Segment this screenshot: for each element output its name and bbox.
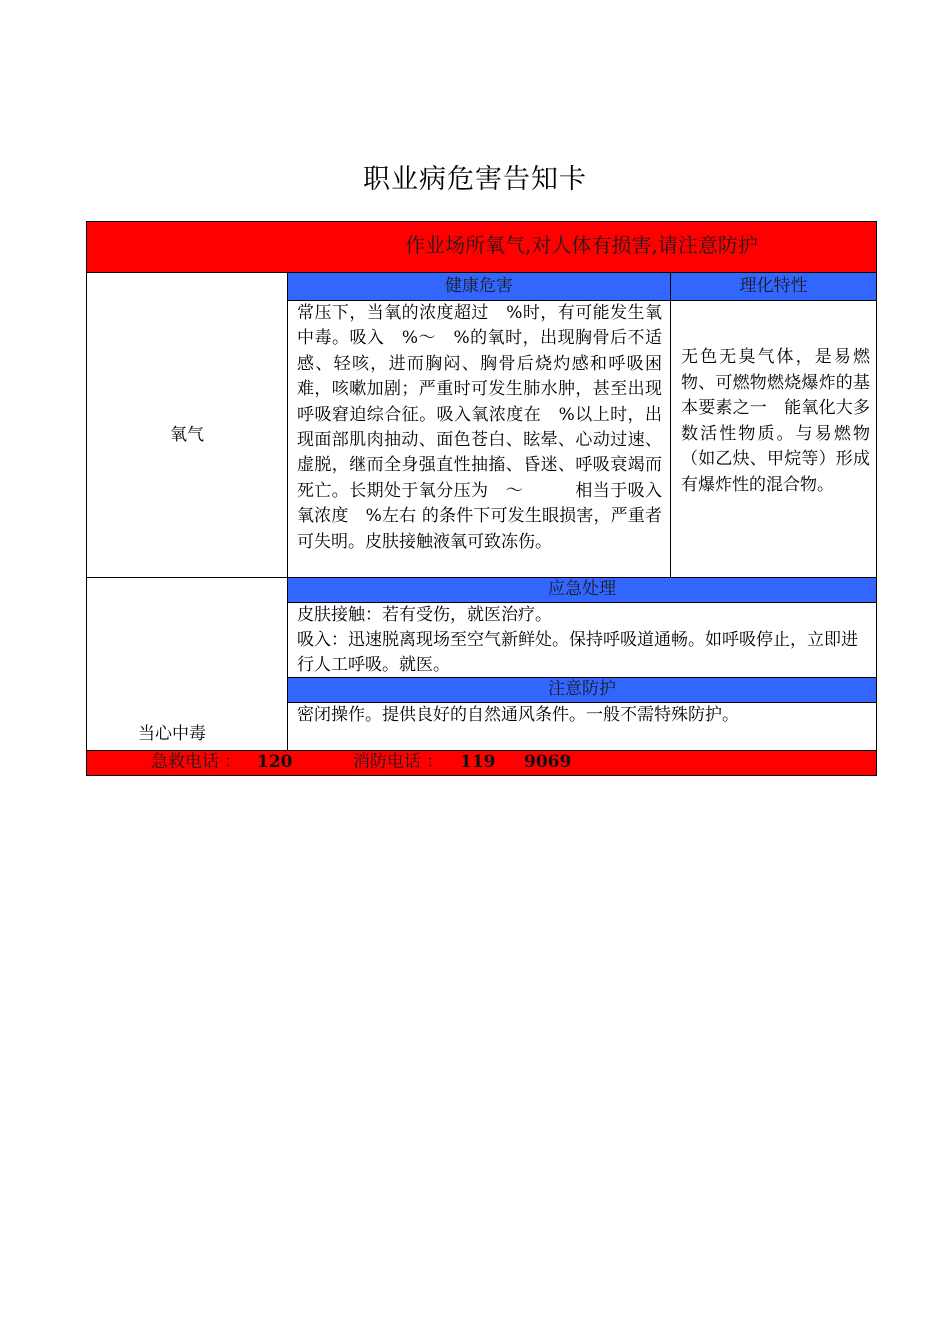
fire-label: 消防电话 ： [353,752,444,772]
substance-cell [87,273,288,578]
page-title: 职业病危害告知卡 [363,164,587,195]
first-aid-number: 120 [257,752,293,772]
health-hazard-header: 健康危害 [288,273,671,301]
emergency-header: 应急处理 [288,577,876,603]
banner-text: 作业场所氧气,对人体有损害,请注意防护 [405,233,758,257]
protection-text [288,703,876,750]
physchem-text: 无色无臭气体，是易燃物、可燃物燃烧爆炸的基本要素之一 能氧化大多数活性物质。与易燃物（如乙炔、甲烷等）形成有爆炸性的混合物。 [681,347,870,495]
physchem-header: 理化特性 [671,273,876,301]
protection-body: 密闭操作。提供良好的自然通风条件。一般不需特殊防护。 [297,705,739,725]
fire-number: 119 [460,752,496,772]
first-aid-label: 急救电话 ： [151,752,242,772]
emergency-inhalation: 吸入：迅速脱离现场至空气新鲜处。保持呼吸道通畅。如呼吸停止，立即进行人工呼吸。就医。 [297,630,858,675]
hazard-card [86,221,877,776]
warning-label: 当心中毒 [138,724,206,744]
emergency-skin: 皮肤接触：若有受伤，就医治疗。 [297,605,552,625]
health-hazard-text: 常压下，当氧的浓度超过 %时，有可能发生氧中毒。吸入 %～ %的氧时，出现胸骨后不适感、轻咳，进而胸闷、胸骨后烧灼感和呼吸困难，咳嗽加剧；严重时可发生肺水肿，甚至出现呼吸窘迫综合征。吸入氧浓度在 %以上时，出现面部肌肉抽动、面色苍白、眩晕、心动过速、虚脱，继而全身强直性抽搐、昏迷、呼吸衰竭而死亡。长期处于氧分压为 ～ 相当于吸入氧浓度 %左右 的条件下可发生眼损害，严重者可失明。皮肤接触液氧可致冻伤。 [288,301,671,578]
protection-header: 注意防护 [288,677,876,703]
warning-sign-cell [87,578,288,750]
contact-footer [87,750,876,775]
substance-name: 氧气 [170,425,204,445]
extra-number: 9069 [524,752,572,772]
emergency-text [288,603,876,677]
warning-banner [87,222,876,273]
